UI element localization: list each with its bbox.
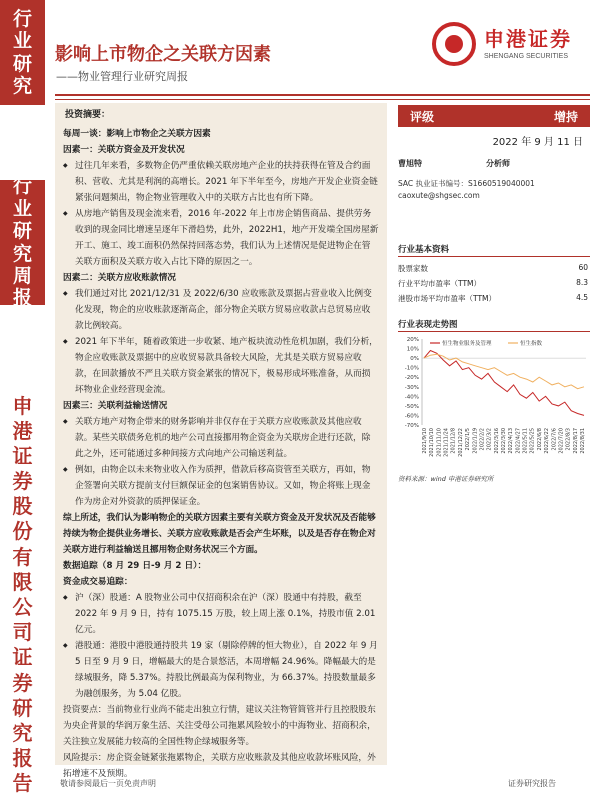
rating-label: 评级 [410, 110, 435, 124]
footer-disclaimer: 敬请参阅最后一页免责声明 [60, 779, 156, 788]
x-tick-label: 2022/3/2 [486, 428, 493, 451]
x-tick-label: 2021/10/10 [429, 428, 436, 457]
x-tick-label: 2022/7/6 [551, 428, 558, 451]
header-divider-thin [55, 99, 590, 100]
x-tick-label: 2021/11/10 [436, 428, 443, 457]
x-tick-label: 2022/8/3 [565, 428, 572, 451]
summary-bullet: ◆ 过往几年来看，多数物企仍严重依赖关联房地产企业的扶持获得在管及合约面积、营收、尤其是利润的高增长。2021 年下半年至今，房地产开发企业资金链紧张问题频出，物企物业管理收入中的关联方占比也有所下降。 [63, 158, 379, 206]
basic-row: 港股市场平均市盈率（TTM） 4.5 [398, 293, 588, 303]
bullet-icon: ◆ [63, 290, 68, 297]
x-tick-label: 2022/6/8 [536, 428, 543, 451]
summary-line: 因素三：关联利益输送情况 [63, 401, 168, 411]
series-line-0 [424, 351, 584, 416]
summary-body [63, 126, 379, 782]
rating-value: 增持 [553, 110, 578, 124]
bullet-icon: ◆ [63, 338, 68, 345]
bullet-icon: ◆ [63, 418, 68, 425]
analyst-header [398, 158, 588, 169]
x-tick-label: 2022/5/11 [522, 428, 529, 454]
y-tick-label: -10% [404, 365, 419, 372]
x-tick-label: 2022/4/27 [515, 428, 522, 454]
y-tick-label: -70% [404, 423, 419, 429]
legend-label: 恒生指数 [520, 341, 543, 347]
basic-info-divider [398, 256, 590, 257]
basic-row: 行业平均市盈率（TTM） 8.3 [398, 278, 588, 288]
x-tick-label: 2022/3/30 [501, 428, 507, 454]
x-tick-label: 2022/2/2 [479, 428, 486, 451]
x-tick-label: 2021/12/22 [457, 428, 464, 457]
header-divider [55, 94, 590, 96]
summary-bullet: ◆ 2021 年下半年，随着政策进一步收紧、地产板块流动性危机加剧，我们分析，物企应收账款及票据中的应收贸易款具备较大风险，尤其是关联方贸易应收款，在回款播放不严且关联方资金紧张的情况下，极易形成坏账准备，从而损坏物业企业经营现金流。 [63, 334, 379, 398]
summary-line: 资金成交易追踪： [63, 577, 133, 587]
summary-line: 因素一：关联方资金及开发状况 [63, 145, 185, 155]
y-tick-label: -30% [404, 384, 419, 391]
x-tick-label: 2022/4/13 [508, 428, 515, 454]
x-tick-label: 2022/8/31 [580, 428, 586, 454]
summary-bullet: ◆ 例如，由物企以未来物业收入作为质押，借款后移高资管至关联方，再如，物企签署向关联方提前支付巨额保证金的包案销售协议。又如，物企将账上现金作为房企对外资款的质押保证金。 [63, 462, 379, 510]
x-tick-label: 2021/9/10 [422, 428, 428, 454]
analyst-sac: SAC 执业证书编号：S1660519040001 [398, 179, 535, 188]
basic-row: 股票家数 60 [398, 263, 588, 273]
y-tick-label: 20% [406, 337, 419, 343]
report-subtitle: ——物业管理行业研究周报 [56, 70, 188, 83]
logo-text-en: SHENGANG SECURITIES [484, 53, 569, 60]
analyst-name: 曹旭特 [398, 159, 422, 168]
summary-bullet: ◆ 我们通过对比 2021/12/31 及 2022/6/30 应收账款及票据占营业收入比例变化发现，物企的应收账款逐渐高企，部分物企关联方贸易应收款占总贸易应收款比例较高。 [63, 286, 379, 334]
analyst-email[interactable]: caoxute@shgsec.com [398, 191, 480, 200]
summary-line: 综上所述，我们认为影响物企的关联方因素主要有关联方资金及开发状况及否能够持续为物企提供业务增长、关联方应收账款是否会产生坏账，以及是否存在物企对关联方进行利益输送且挪用物企财务状况三个方面。 [63, 513, 376, 555]
report-title: 影响上市物企之关联方因素 [55, 44, 271, 65]
summary-bullet: ◆ 从房地产销售及现金流来看，2016 年-2022 年上市房企销售商品、提供劳务收到的现金同比增速呈逐年下滑趋势，此外，2022H1，地产开发端全国房屋新开工、施工、竣工面积仍然保持回落态势，我们认为上述情况是促进物企在管关联方面积及关联方收入占比下降的原因之一。 [63, 206, 379, 270]
footer-label: 证券研究报告 [508, 779, 556, 788]
side-label-top: 行业研究 [0, 0, 45, 105]
legend-label: 恒生物业服务及管理 [442, 341, 492, 347]
y-tick-label: -50% [404, 403, 419, 410]
basic-info-title: 行业基本资料 [398, 245, 450, 255]
chart-source: 资料来源：wind 申港证券研究所 [398, 475, 494, 483]
x-tick-label: 2021/12/8 [450, 428, 457, 454]
x-tick-label: 2022/1/19 [472, 428, 479, 454]
y-tick-label: 0% [410, 356, 419, 363]
y-tick-label: -60% [404, 413, 419, 420]
y-tick-label: 10% [406, 346, 419, 353]
bullet-icon: ◆ [63, 642, 68, 649]
x-tick-label: 2022/6/22 [544, 428, 551, 454]
series-line-1 [424, 354, 584, 388]
summary-line: 每周一谈：影响上市物企之关联方因素 [63, 129, 211, 139]
rating-bar [398, 105, 590, 127]
x-tick-label: 2022/8/17 [572, 428, 579, 454]
bullet-icon: ◆ [63, 466, 68, 473]
analyst-role: 分析师 [486, 159, 510, 168]
x-tick-label: 2022/5/25 [529, 428, 536, 454]
report-date: 2022 年 9 月 11 日 [492, 137, 583, 148]
company-logo [432, 20, 592, 70]
y-tick-label: -20% [404, 375, 419, 382]
bullet-icon: ◆ [63, 210, 68, 217]
x-tick-label: 2022/3/16 [493, 428, 500, 454]
chart-title: 行业表现走势图 [398, 320, 458, 330]
side-label-bottom: 申港证券股份有限公司证券研究报告 [0, 390, 45, 800]
summary-line: 投资要点：当前物业行业尚不能走出独立行情，建议关注物管简管并行且控股股东为央企背景的华润万象生活、关注受母公司拖累风险较小的中海物业、招商积余，关注独立发展能力较高的全国性物企绿城服务等。 [63, 705, 376, 747]
summary-line: 风险提示：房企资金链紧张拖累物企，关联方应收账款及其他应收款坏账风险，外拓增速不及预期。 [63, 753, 376, 779]
summary-bullet: ◆ 沪（深）股通：A 股物业公司中仅招商积余在沪（深）股通中有持股，截至 2022 年 9 月 9 日，持有 1075.15 万股，较上周上涨 0.1%，持股市值 2.01 亿元。 [63, 590, 379, 638]
summary-bullet: ◆ 关联方地产对物企带来的财务影响并非仅存在于关联方应收账款及其他应收款。某些关联债务危机的地产公司直接挪用物企资金为关联房企进行还款，除此之外，还可能通过多种间接方式向地产公司输送利益。 [63, 414, 379, 462]
industry-performance-chart [398, 333, 590, 471]
logo-text-cn: 申港证券 [484, 27, 572, 51]
bullet-icon: ◆ [63, 162, 68, 169]
logo-mark-icon [432, 22, 476, 66]
bullet-icon: ◆ [63, 594, 68, 601]
summary-heading: 投资摘要： [65, 110, 111, 120]
side-label-mid: 行业研究周报 [0, 180, 45, 305]
summary-bullet: ◆ 港股通：港股中港股通持股共 19 家（剔除停牌的恒大物业），自 2022 年 9 月 5 日至 9 月 9 日，增幅最大的是合景悠活，本周增幅 24.96%。降幅最大的是绿城服务，降 5.37%。持股比例最高为保利物业，为 66.37%。持股数量最多为融创服务，为 5.04 亿股。 [63, 638, 379, 702]
investment-summary [55, 103, 387, 779]
x-tick-label: 2022/1/5 [465, 428, 472, 451]
summary-line: 数据追踪（8 月 29 日-9 月 2 日）： [63, 561, 207, 571]
x-tick-label: 2021/11/24 [443, 428, 450, 457]
x-tick-label: 2022/7/20 [558, 428, 565, 454]
y-tick-label: -40% [404, 394, 419, 401]
summary-line: 因素二：关联方应收账款情况 [63, 273, 176, 283]
chart-divider [398, 331, 590, 332]
